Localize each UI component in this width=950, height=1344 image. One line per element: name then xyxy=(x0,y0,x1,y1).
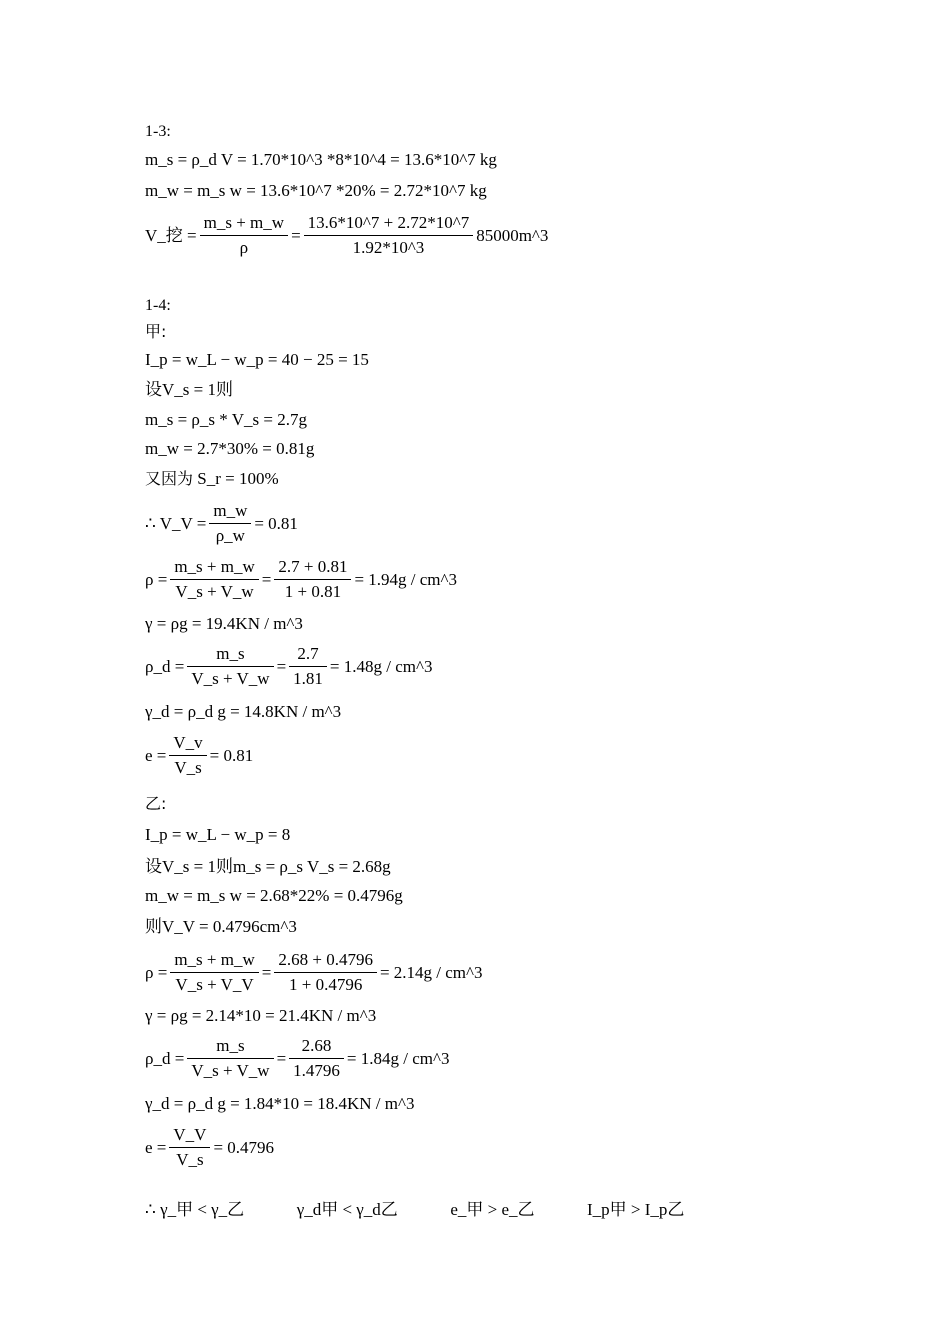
conclusion-gamma: ∴ γ_甲 < γ_乙 xyxy=(145,1200,245,1219)
fraction xyxy=(169,1124,210,1171)
equals: = xyxy=(261,962,272,982)
result: = 1.48g / cm^3 xyxy=(329,656,433,676)
numerator: V_v xyxy=(169,732,206,756)
result: = 0.81 xyxy=(254,513,298,533)
numerator: m_w xyxy=(209,500,251,524)
fraction xyxy=(187,643,273,690)
yi-ip: I_p = w_L − w_p = 8 xyxy=(145,825,291,844)
equals: = xyxy=(276,1048,287,1068)
rhod-symbol: ρ_d = xyxy=(145,656,185,676)
section-1-4-label: 1-4: xyxy=(145,297,171,314)
yi-vs: 设V_s = 1则m_s = ρ_s V_s = 2.68g xyxy=(145,857,391,876)
fraction xyxy=(274,949,377,996)
denominator: V_s + V_w xyxy=(175,582,254,601)
numerator: 2.7 xyxy=(289,643,327,667)
fraction xyxy=(289,643,327,690)
jia-vs: 设V_s = 1则 xyxy=(145,380,233,399)
numerator: m_s + m_w xyxy=(170,556,258,580)
fraction xyxy=(304,212,474,259)
therefore: ∴ V_V = xyxy=(145,513,207,533)
conclusion xyxy=(145,1198,684,1222)
jia-ms: m_s = ρ_s * V_s = 2.7g xyxy=(145,410,307,429)
rhod-symbol: ρ_d = xyxy=(145,1048,185,1068)
fraction xyxy=(209,500,251,547)
denominator: V_s + V_w xyxy=(191,669,270,688)
yi-rhod xyxy=(145,1035,449,1082)
jia-sr-text: 又因为 xyxy=(145,469,194,488)
fraction xyxy=(187,1035,273,1082)
yi-gammad: γ_d = ρ_d g = 1.84*10 = 18.4KN / m^3 xyxy=(145,1094,415,1113)
e-symbol: e = xyxy=(145,745,167,765)
result: = 2.14g / cm^3 xyxy=(379,962,483,982)
denominator: 1 + 0.4796 xyxy=(288,975,363,994)
equals: = xyxy=(261,569,272,589)
denominator: 1.4796 xyxy=(293,1061,340,1080)
denominator: ρ xyxy=(239,238,249,257)
numerator: m_s xyxy=(187,643,273,667)
eq-ms: m_s = ρ_d V = 1.70*10^3 *8*10^4 = 13.6*10^7 kg xyxy=(145,150,497,169)
jia-sr xyxy=(145,467,279,491)
eq-mw: m_w = m_s w = 13.6*10^7 *20% = 2.72*10^7 kg xyxy=(145,181,487,200)
yi-e xyxy=(145,1124,274,1171)
result: = 0.4796 xyxy=(213,1137,275,1157)
result: = 0.81 xyxy=(209,745,254,765)
denominator: V_s xyxy=(176,1150,204,1169)
rho-symbol: ρ = xyxy=(145,569,168,589)
conclusion-ip: I_p甲 > I_p乙 xyxy=(587,1200,685,1219)
jia-gamma: γ = ρg = 19.4KN / m^3 xyxy=(145,614,303,633)
equals: = xyxy=(276,656,287,676)
numerator: m_s xyxy=(187,1035,273,1059)
denominator: ρ_w xyxy=(215,526,245,545)
result: = 1.94g / cm^3 xyxy=(354,569,458,589)
numerator: 2.7 + 0.81 xyxy=(274,556,351,580)
fraction xyxy=(169,732,206,779)
yi-label: 乙: xyxy=(145,794,167,813)
yi-rho xyxy=(145,949,483,996)
jia-sr-value: S_r = 100% xyxy=(197,469,279,488)
denominator: V_s + V_w xyxy=(191,1061,270,1080)
equals: = xyxy=(291,225,301,245)
denominator: V_s + V_V xyxy=(175,975,254,994)
fraction xyxy=(274,556,351,603)
e-symbol: e = xyxy=(145,1137,167,1157)
jia-rhod xyxy=(145,643,432,690)
jia-ip: I_p = w_L − w_p = 40 − 25 = 15 xyxy=(145,350,369,369)
jia-gammad: γ_d = ρ_d g = 14.8KN / m^3 xyxy=(145,702,342,721)
yi-mw: m_w = m_s w = 2.68*22% = 0.4796g xyxy=(145,886,403,905)
numerator: m_s + m_w xyxy=(200,212,288,236)
yi-gamma: γ = ρg = 2.14*10 = 21.4KN / m^3 xyxy=(145,1006,377,1025)
jia-vv xyxy=(145,500,298,547)
denominator: V_s xyxy=(174,758,202,777)
denominator: 1.81 xyxy=(293,669,323,688)
eq-v-left: V_挖 = xyxy=(145,225,197,245)
jia-e xyxy=(145,732,253,779)
rho-symbol: ρ = xyxy=(145,962,168,982)
eq-v-excavation xyxy=(145,212,548,259)
numerator: 2.68 + 0.4796 xyxy=(274,949,377,973)
conclusion-gammad: γ_d甲 < γ_d乙 xyxy=(296,1200,398,1219)
numerator: m_s + m_w xyxy=(170,949,258,973)
jia-label: 甲: xyxy=(145,322,167,341)
fraction xyxy=(170,949,258,996)
numerator: 2.68 xyxy=(289,1035,344,1059)
fraction xyxy=(289,1035,344,1082)
conclusion-e: e_甲 > e_乙 xyxy=(450,1200,535,1219)
numerator: V_V xyxy=(169,1124,210,1148)
yi-vv: 则V_V = 0.4796cm^3 xyxy=(145,917,297,936)
result: = 1.84g / cm^3 xyxy=(346,1048,450,1068)
eq-v-result: 85000m^3 xyxy=(476,225,549,245)
denominator: 1.92*10^3 xyxy=(352,238,425,257)
fraction xyxy=(170,556,258,603)
jia-mw: m_w = 2.7*30% = 0.81g xyxy=(145,439,315,458)
section-1-3-label: 1-3: xyxy=(145,123,171,140)
fraction xyxy=(200,212,288,259)
jia-rho xyxy=(145,556,457,603)
numerator: 13.6*10^7 + 2.72*10^7 xyxy=(304,212,474,236)
denominator: 1 + 0.81 xyxy=(284,582,342,601)
